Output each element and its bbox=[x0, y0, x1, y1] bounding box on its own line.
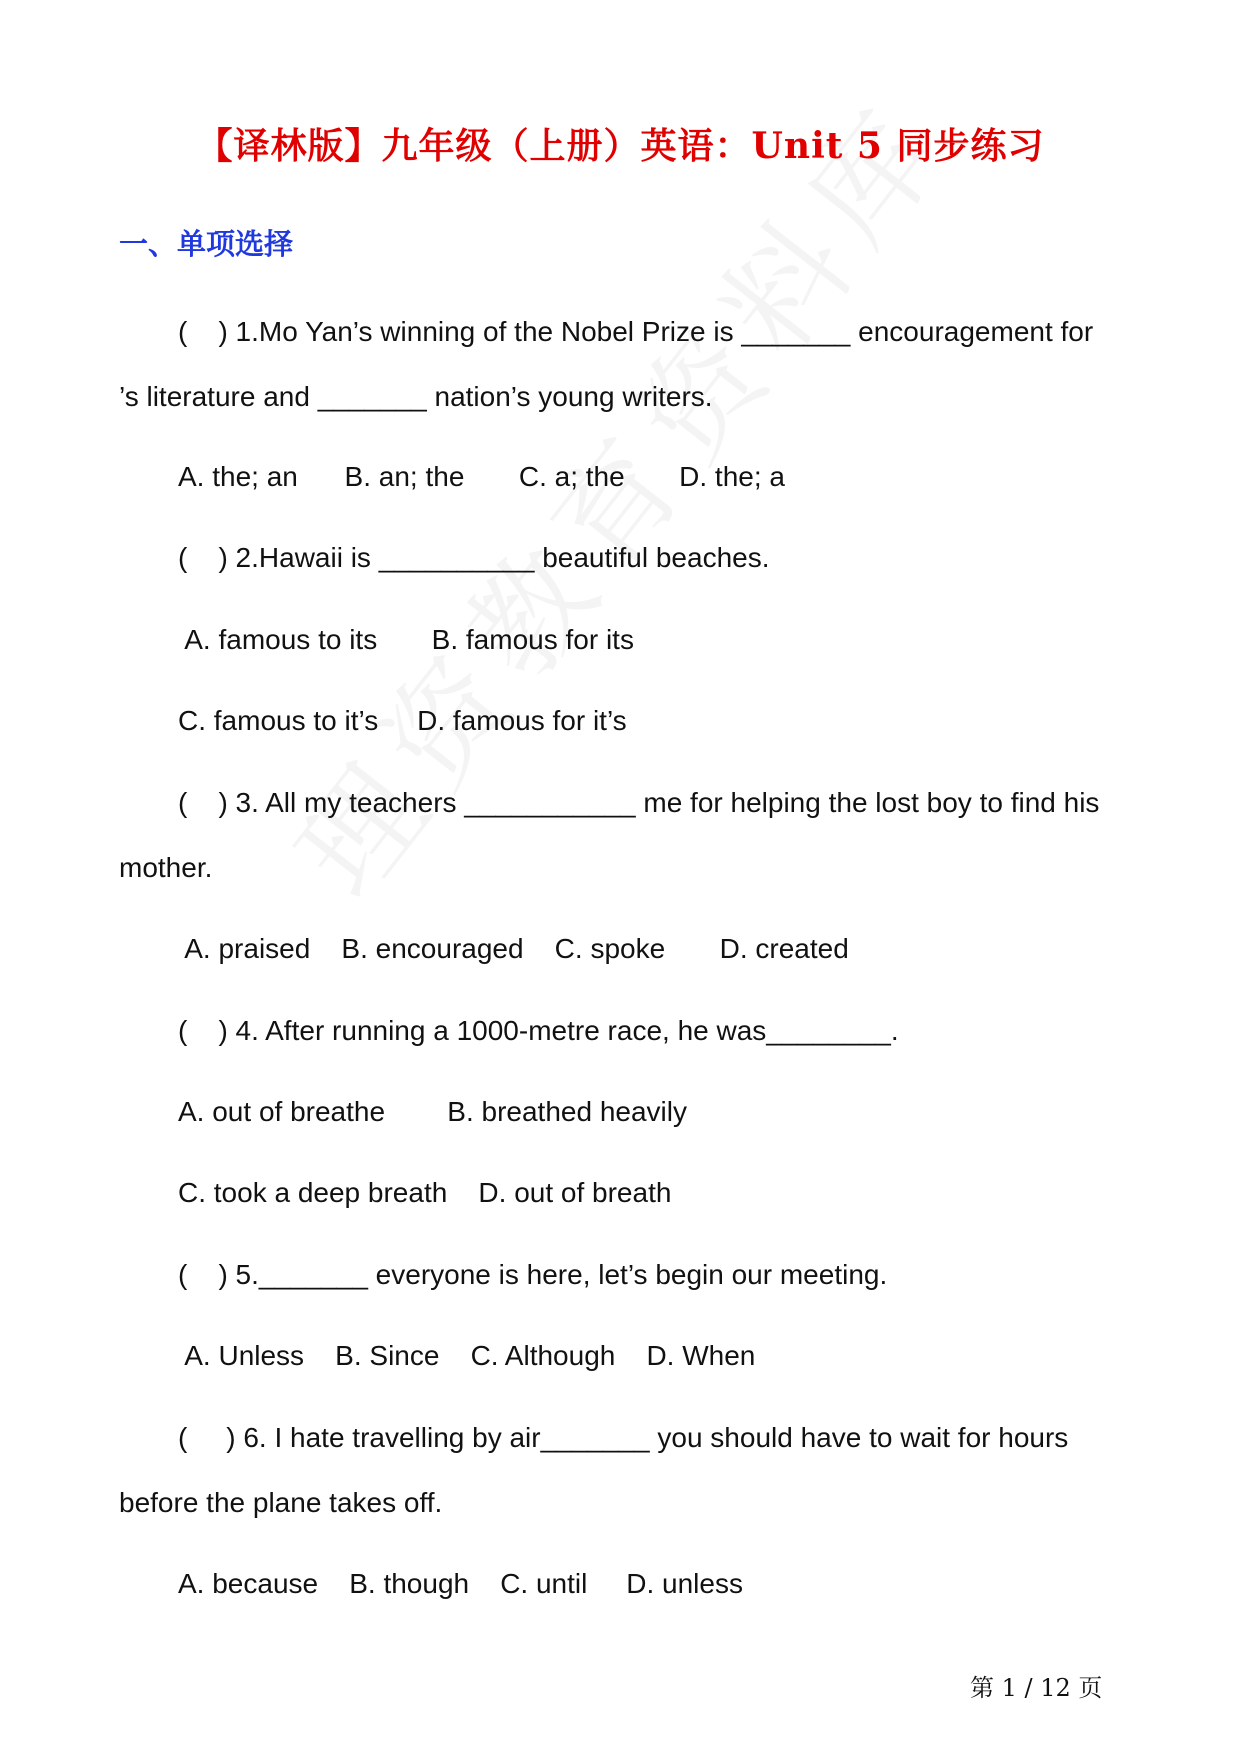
document-title: 【译林版】九年级（上册）英语：Unit 5 同步练习 bbox=[196, 125, 1045, 167]
question-5-stem: ( ) 5._______ everyone is here, let’s begin our meeting. bbox=[178, 1259, 888, 1290]
question-4-stem: ( ) 4. After running a 1000-metre race, he was________. bbox=[178, 1015, 899, 1046]
page-number-footer: 第 1 / 12 页 bbox=[970, 1674, 1103, 1702]
question-1-options: A. the; an B. an; the C. a; the D. the; a bbox=[178, 461, 785, 492]
question-6-stem-line-1: ( ) 6. I hate travelling by air_______ you should have to wait for hours bbox=[178, 1422, 1069, 1453]
question-6-stem-line-2: before the plane takes off. bbox=[119, 1487, 443, 1518]
question-3-stem-line-1: ( ) 3. All my teachers ___________ me for helping the lost boy to find his bbox=[178, 787, 1100, 818]
question-2-options-line-2: C. famous to it’s D. famous for it’s bbox=[178, 705, 627, 736]
question-4-options-line-1: A. out of breathe B. breathed heavily bbox=[178, 1096, 687, 1127]
question-3-options: A. praised B. encouraged C. spoke D. created bbox=[178, 933, 849, 964]
question-6-options: A. because B. though C. until D. unless bbox=[178, 1568, 743, 1599]
question-3-stem-line-2: mother. bbox=[119, 852, 213, 883]
question-2-options-line-1: A. famous to its B. famous for its bbox=[178, 624, 634, 655]
question-2-stem: ( ) 2.Hawaii is __________ beautiful beaches. bbox=[178, 542, 770, 573]
question-1-stem-line-2: ’s literature and _______ nation’s young writers. bbox=[119, 381, 713, 412]
question-1-stem-line-1: ( ) 1.Mo Yan’s winning of the Nobel Prize is _______ encouragement for bbox=[178, 316, 1094, 347]
question-5-options: A. Unless B. Since C. Although D. When bbox=[178, 1340, 756, 1371]
question-4-options-line-2: C. took a deep breath D. out of breath bbox=[178, 1177, 672, 1208]
section-heading: 一、单项选择 bbox=[119, 227, 294, 261]
